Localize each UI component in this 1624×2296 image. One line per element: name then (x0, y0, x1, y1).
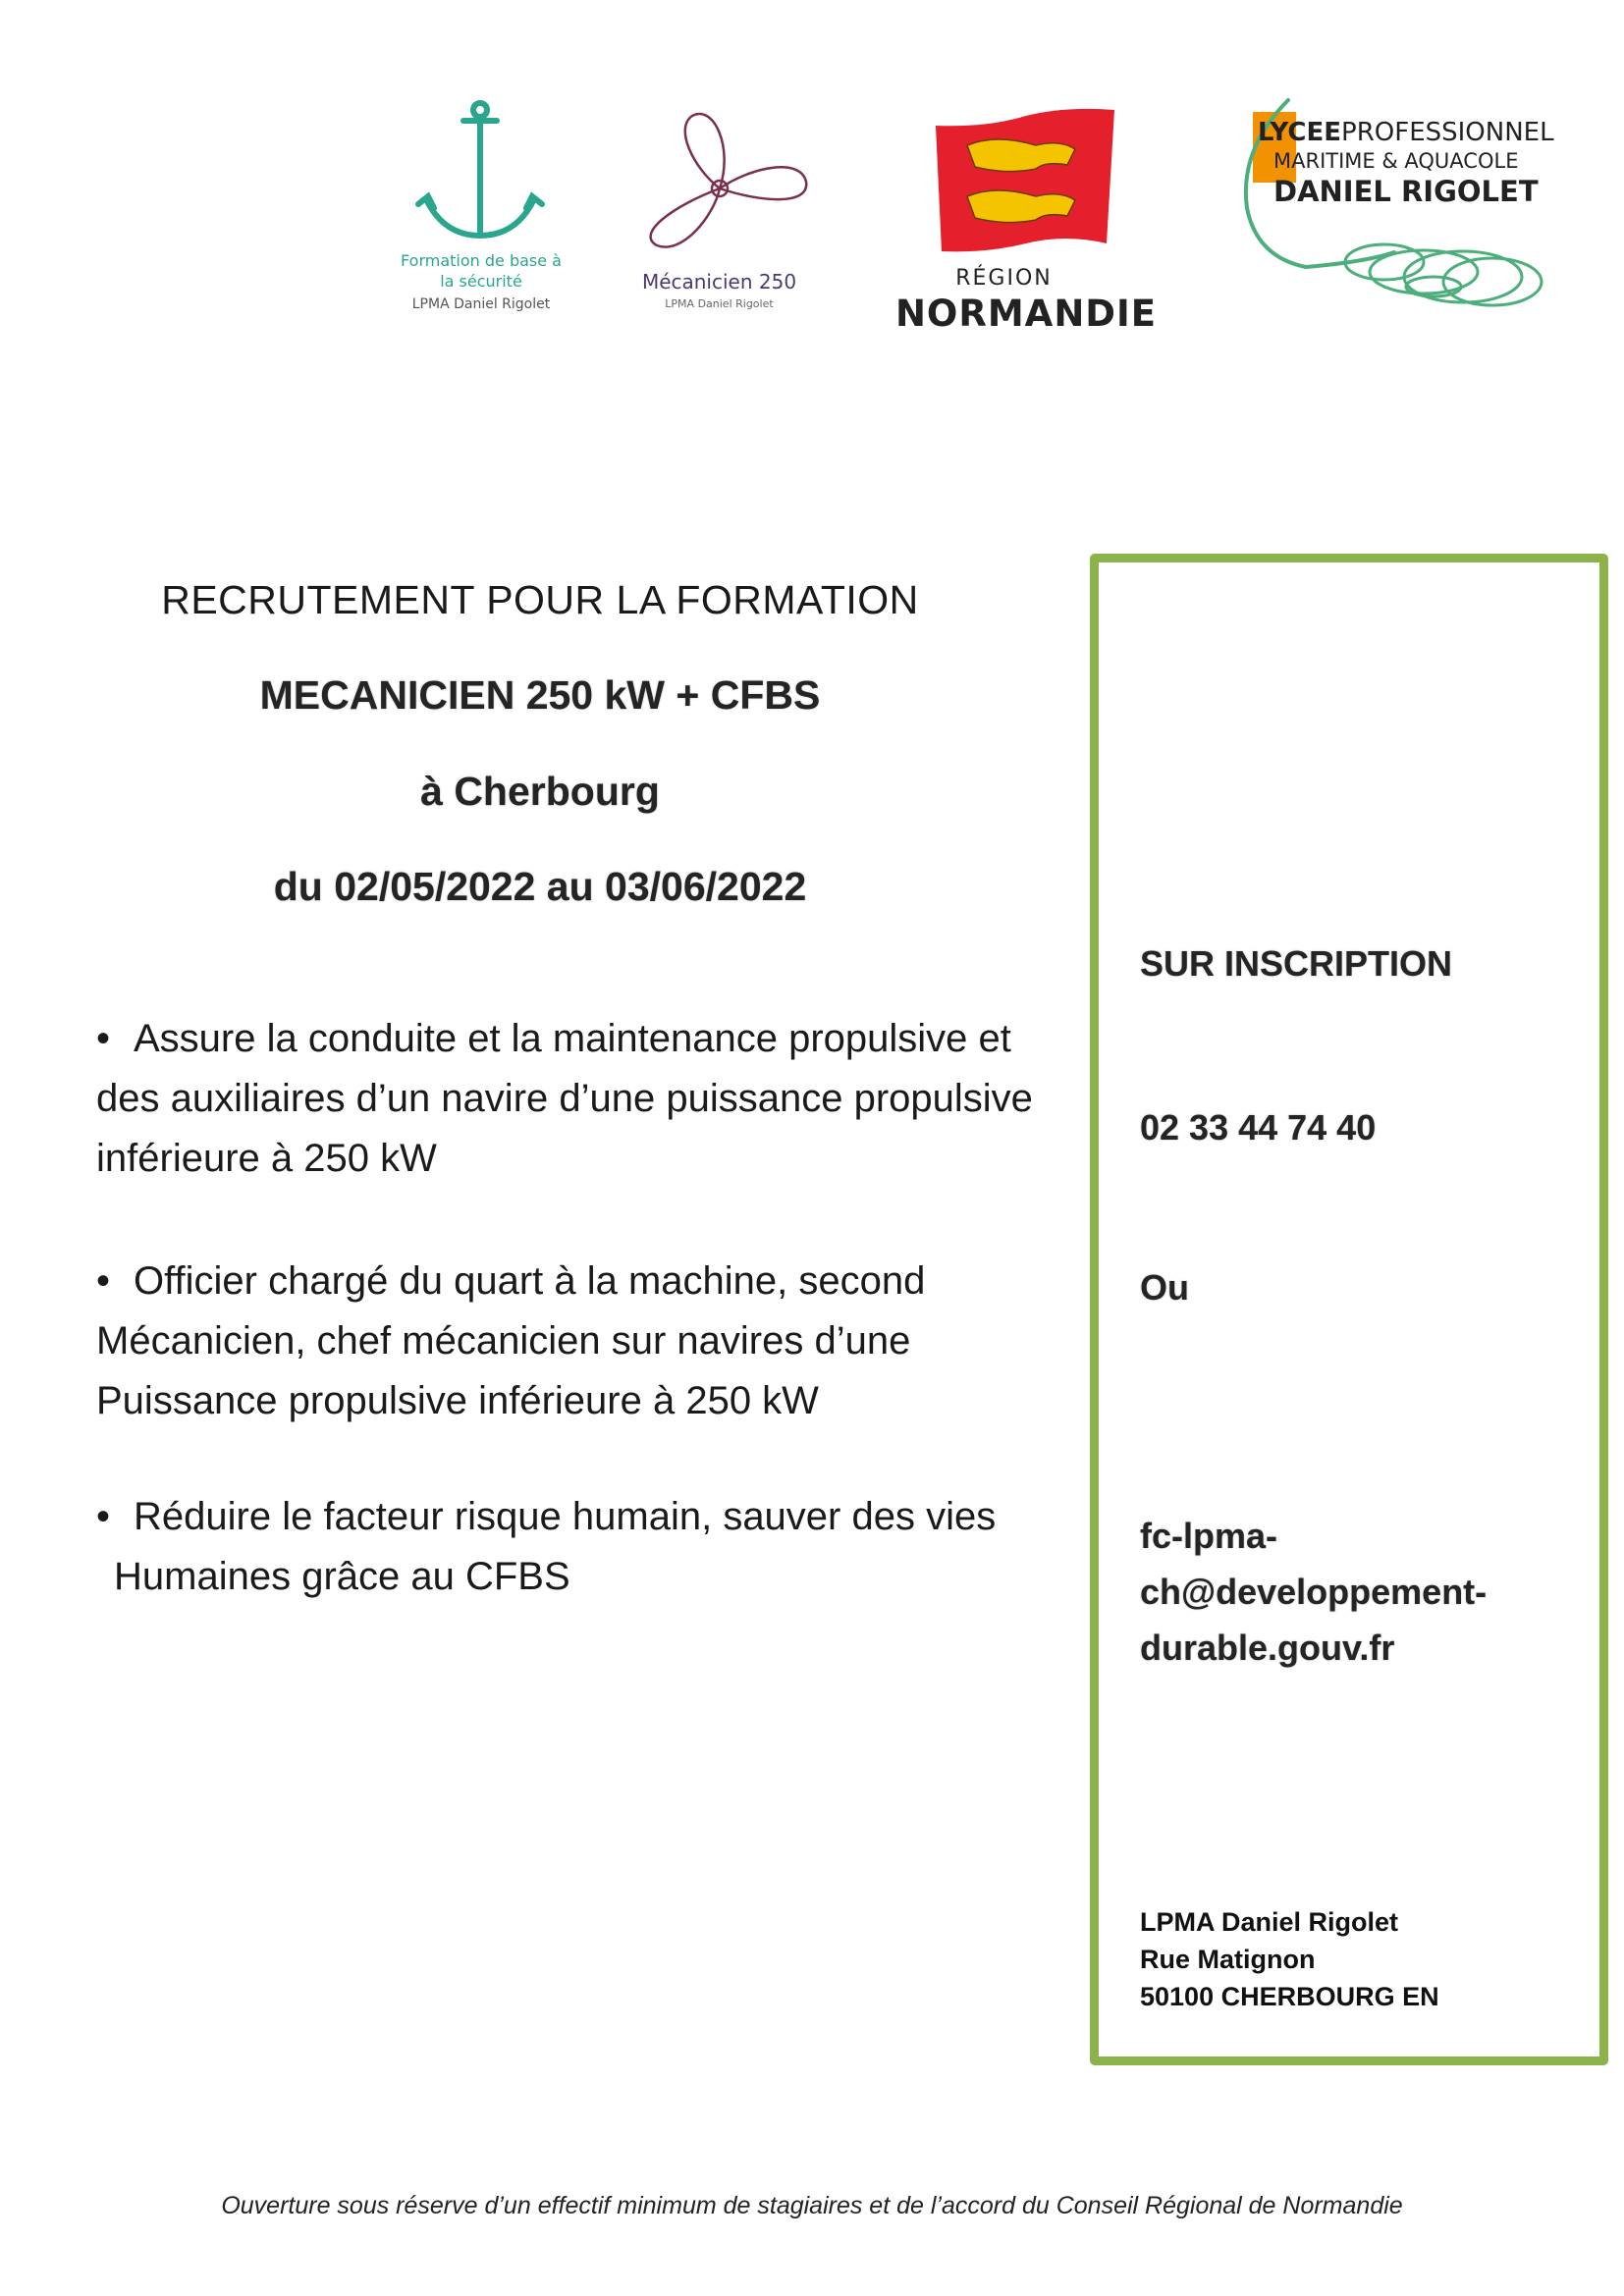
bullet-text: Puissance propulsive inférieure à 250 kW (96, 1379, 819, 1422)
bullet-text: Mécanicien, chef mécanicien sur navires d’une (96, 1319, 911, 1362)
contact-box (1090, 554, 1608, 2065)
region-label: RÉGION (955, 266, 1053, 291)
logo-lycee-daniel-rigolet (1227, 90, 1581, 336)
heading-dates: du 02/05/2022 au 03/06/2022 (273, 864, 807, 909)
logo-formation-securite (393, 96, 569, 317)
email-line: durable.gouv.fr (1140, 1628, 1395, 1668)
logo-mecanicien-250 (614, 108, 825, 314)
bullet-dot-icon: • (96, 1259, 111, 1303)
logo-region-normandie (889, 106, 1183, 335)
heading-lieu: à Cherbourg (420, 769, 660, 814)
bullet-text: Humaines grâce au CFBS (114, 1555, 570, 1598)
address-city: 50100 CHERBOURG EN (1140, 1982, 1439, 2011)
address-name: LPMA Daniel Rigolet (1140, 1907, 1399, 1937)
phone-number[interactable]: 02 33 44 74 40 (1140, 1107, 1377, 1148)
lycee-word: LYCEE (1258, 118, 1342, 147)
heading-formation: MECANICIEN 250 kW + CFBS (259, 672, 821, 718)
bullet-dot-icon: • (96, 1495, 111, 1538)
inscription-label: SUR INSCRIPTION (1140, 943, 1453, 984)
or-label: Ou (1140, 1267, 1189, 1308)
address-street: Rue Matignon (1140, 1945, 1316, 1974)
anchor-caption-line3: LPMA Daniel Rigolet (411, 296, 551, 312)
email-line: ch@developpement- (1140, 1572, 1488, 1612)
propeller-icon (623, 108, 815, 265)
bullet-officier (96, 1252, 925, 1431)
bullet-dot-icon: • (96, 1017, 111, 1060)
anchor-icon (405, 96, 557, 248)
bullet-text: Assure la conduite et la maintenance propulsive et (134, 1017, 1011, 1060)
bullet-text: des auxiliaires d’un navire d’une puissance propulsive (96, 1077, 1033, 1120)
footer-note: Ouverture sous réserve d’un effectif minimum de stagiaires et de l’accord du Conseil Régional de Normandie (221, 2192, 1403, 2219)
propeller-subtitle: LPMA Daniel Rigolet (665, 297, 774, 310)
normandie-flag-icon (928, 106, 1124, 258)
bullet-text: Officier chargé du quart à la machine, second (134, 1259, 926, 1303)
propeller-title: Mécanicien 250 (641, 270, 797, 294)
anchor-caption-line1: Formation de base à (401, 251, 562, 270)
lycee-maritime: MARITIME & AQUACOLE (1273, 149, 1519, 173)
bullet-conduite (96, 1009, 1033, 1189)
bullet-text: Réduire le facteur risque humain, sauver des vies (134, 1495, 997, 1538)
heading-recrutement: RECRUTEMENT POUR LA FORMATION (161, 577, 919, 622)
lycee-name: DANIEL RIGOLET (1273, 175, 1539, 208)
anchor-caption-line2: la sécurité (440, 272, 522, 291)
bullet-text: inférieure à 250 kW (96, 1137, 437, 1180)
bullet-cfbs (96, 1487, 996, 1607)
professionnel-word: PROFESSIONNEL (1341, 118, 1554, 147)
region-name: NORMANDIE (894, 293, 1158, 335)
email-line: fc-lpma- (1140, 1516, 1278, 1556)
email-link[interactable] (1140, 1508, 1487, 1676)
